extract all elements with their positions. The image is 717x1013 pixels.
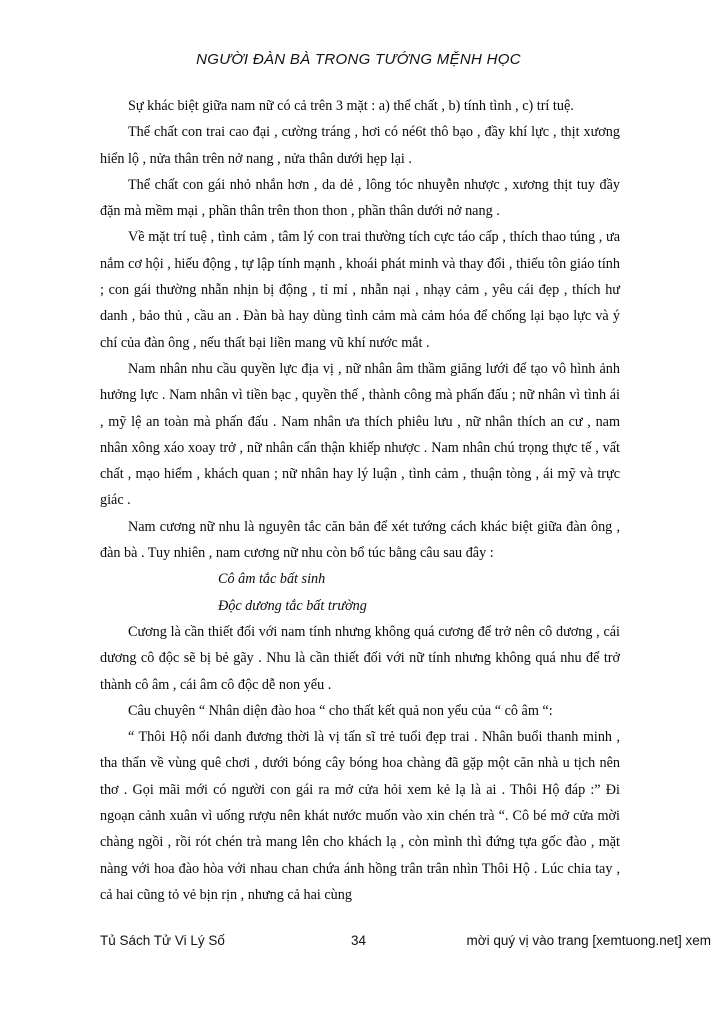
paragraph: Thể chất con trai cao đại , cường tráng , hơi có né6t thô bạo , đầy khí lực , thịt xương hiển lộ , nửa thân trên nở nang , nửa thân dưới hẹp lại . bbox=[100, 124, 620, 167]
footer-page-number: 34 bbox=[350, 933, 367, 948]
poem-line: Độc dương tắc bất trường bbox=[218, 597, 367, 614]
paragraph: Về mặt trí tuệ , tình cảm , tâm lý con trai thường tích cực táo cấp , thích thao túng , ưa nắm cơ hội , hiếu động , tự lập tính mạnh , khoái phát minh và thay đổi , thiếu tôn giáo tính ; con gái thường nhẫn nhịn bị động , tỉ mỉ , nhẫn nại , nhạy cảm , yêu cái đẹp , thích hư danh , bảo thủ , cầu an . Đàn bà hay dùng tình cảm mà cảm hóa để chống lại bạo lực và ý chí của đàn ông , nếu thất bại liền mang vũ khí nước mắt . bbox=[100, 229, 620, 351]
footer-site-note: mời quý vị vào trang [xemtuong.net] xem bbox=[466, 933, 711, 948]
page-body bbox=[100, 93, 620, 908]
footer-series-title: Tủ Sách Tử Vi Lý Số bbox=[100, 933, 225, 948]
poem-line: Cô âm tắc bất sinh bbox=[218, 571, 326, 588]
page-header-title: NGƯỜI ĐÀN BÀ TRONG TƯỚNG MỆNH HỌC bbox=[196, 51, 521, 68]
page-footer bbox=[0, 933, 717, 953]
paragraph: Nam nhân nhu cầu quyền lực địa vị , nữ nhân âm thầm giăng lưới để tạo vô hình ảnh hưởng lực . Nam nhân vì tiền bạc , quyền thế , thành công mà phấn đấu ; nữ nhân vì tình ái , mỹ lệ an toàn mà phấn đấu . Nam nhân ưa thích phiêu lưu , nữ nhân thích an cư , nam nhân xông xáo xoay trở , nữ nhân cẩn thận khiếp nhược . Nam nhân chú trọng thực tế , vất chất , mạo hiểm , khách quan ; nữ nhân hay lý luận , tình cảm , thuận tòng , ái mỹ và trực giác . bbox=[100, 360, 620, 509]
paragraph: Nam cương nữ nhu là nguyên tắc căn bản để xét tướng cách khác biệt giữa đàn ông , đàn bà . Tuy nhiên , nam cương nữ nhu còn bổ túc bằng câu sau đây : bbox=[100, 518, 620, 562]
paragraph: Câu chuyên “ Nhân diện đào hoa “ cho thất kết quả non yểu của “ cô âm “: bbox=[128, 702, 553, 719]
paragraph: Cương là cần thiết đối với nam tính nhưng không quá cương để trở nên cô dương , cái dương cô độc sẽ bị bẻ gãy . Nhu là cần thiết đối với nữ tính nhưng không quá nhu để trở thành cô âm , cái âm cô độc dễ non yểu . bbox=[100, 623, 620, 693]
paragraph: Sự khác biệt giữa nam nữ có cả trên 3 mặt : a) thể chất , b) tính tình , c) trí tuệ. bbox=[128, 98, 574, 114]
paragraph: Thể chất con gái nhỏ nhắn hơn , da dẻ , lông tóc nhuyễn nhược , xương thịt tuy đầy đặn mà mềm mại , phần thân trên thon thon , phần thân dưới nở nang . bbox=[100, 176, 620, 220]
paragraph: “ Thôi Hộ nổi danh đương thời là vị tấn sĩ trẻ tuổi đẹp trai . Nhân buổi thanh minh , tha thẩn về vùng quê chơi , dưới bóng cây bóng hoa chàng đã gặp một căn nhà u tịch nên thơ . Gọi mãi mới có người con gái ra mở cửa hỏi xem kẻ lạ là ai . Thôi Hộ đáp :” Đi ngoạn cảnh xuân vì uống rượu nên khát nước muốn vào xin chén trà “. Cô bé mở cửa mời chàng ngồi , rồi rót chén trà mang lên cho khách lạ , còn mình thì đứng tựa gốc đào , mặt nàng với hoa đào hòa với nhau chan chứa ánh hồng trân trân nhìn Thôi Hộ . Lúc chia tay , cả hai cũng tỏ vẻ bịn rịn , nhưng cả hai cùng bbox=[100, 729, 620, 903]
